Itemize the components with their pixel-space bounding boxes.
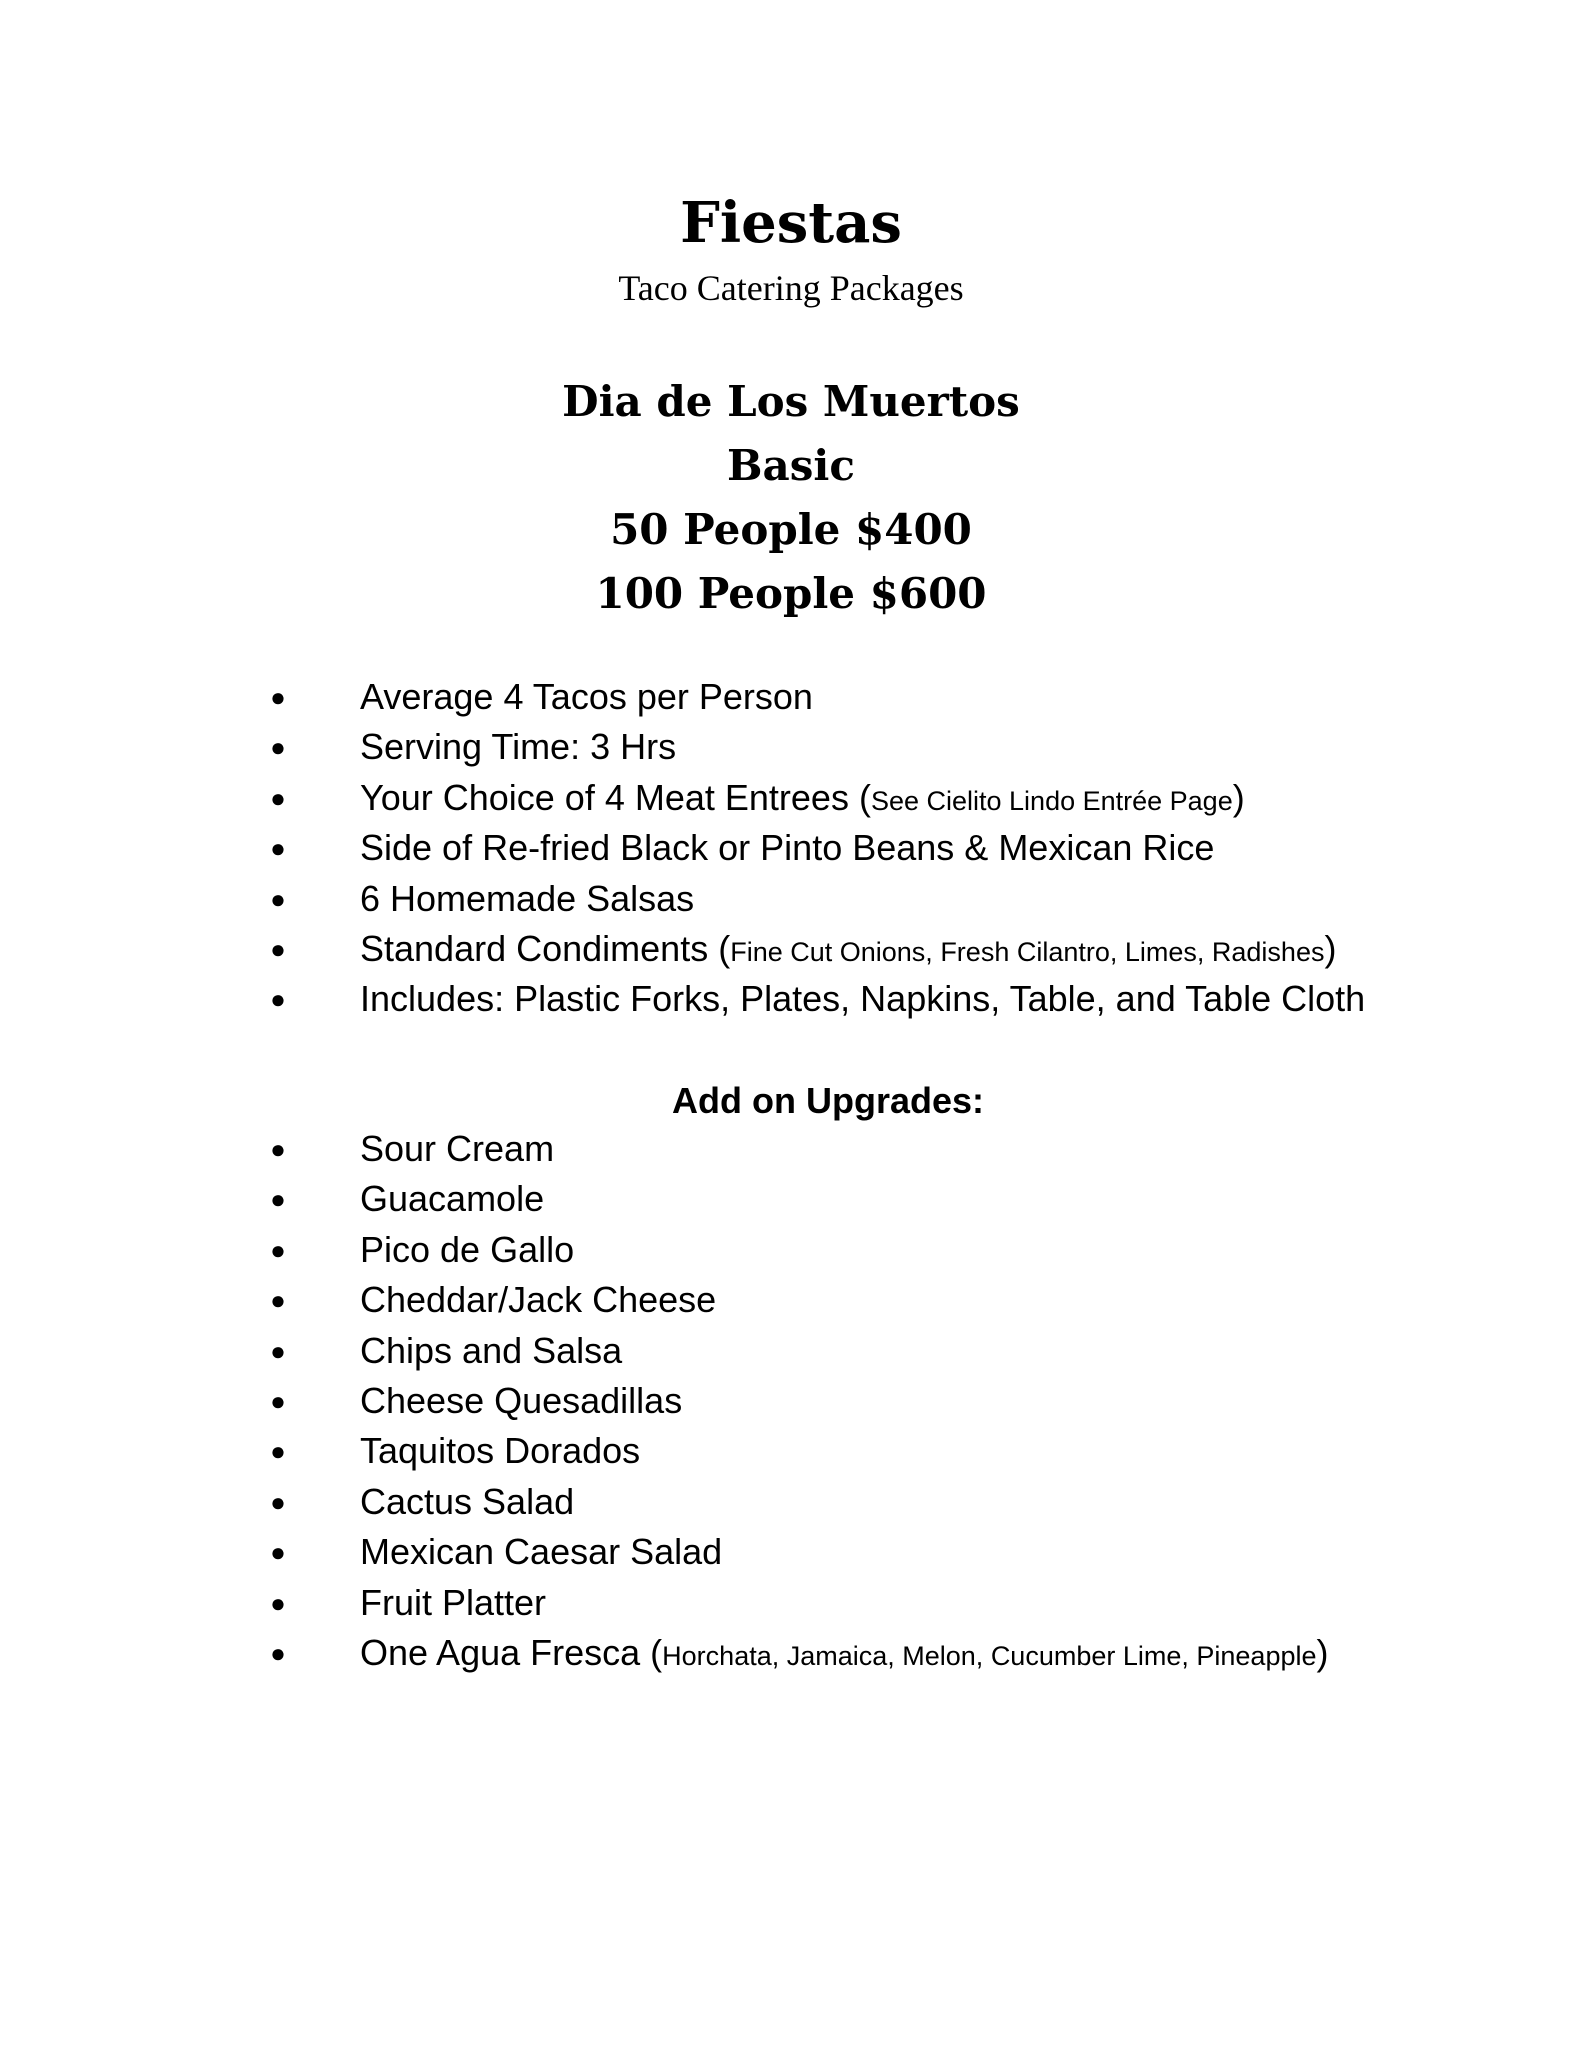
bullet-icon: ● <box>270 1134 286 1164</box>
bullet-icon: ● <box>270 1385 286 1416</box>
bullet-icon: ● <box>270 984 286 1015</box>
list-item <box>0 924 1365 974</box>
item-text: Fruit Platter <box>360 1581 547 1623</box>
list-item <box>0 1174 1329 1224</box>
page-title: Fiestas <box>680 190 902 256</box>
package-block <box>0 370 1582 626</box>
item-note: Fine Cut Onions, Fresh Cilantro, Limes, Radishes <box>730 936 1325 967</box>
item-text: Mexican Caesar Salad <box>360 1531 723 1573</box>
price-50-people: 50 People $400 <box>610 505 972 554</box>
item-text: Chips and Salsa <box>360 1329 623 1371</box>
list-item <box>0 1477 1329 1527</box>
list-item <box>0 773 1365 823</box>
bullet-icon: ● <box>270 1436 286 1467</box>
bullet-icon: ● <box>270 1486 286 1517</box>
item-paren-close: ) <box>1324 927 1337 969</box>
item-text: One Agua Fresca <box>360 1631 651 1673</box>
addons-heading: Add on Upgrades: <box>672 1080 984 1121</box>
item-paren-open: ( <box>650 1631 663 1673</box>
item-text: 6 Homemade Salsas <box>360 877 695 919</box>
list-item <box>0 1225 1329 1275</box>
bullet-icon: ● <box>270 1537 286 1568</box>
list-item <box>0 1275 1329 1325</box>
item-text: Taquitos Dorados <box>360 1430 641 1472</box>
bullet-icon: ● <box>270 1184 286 1215</box>
page-subtitle: Taco Catering Packages <box>618 268 964 308</box>
included-items-list <box>0 672 1365 1025</box>
item-note: See Cielito Lindo Entrée Page <box>870 785 1233 816</box>
item-text: Pico de Gallo <box>360 1228 575 1270</box>
item-text: Cheese Quesadillas <box>360 1379 683 1421</box>
bullet-icon: ● <box>270 883 286 914</box>
item-paren-open: ( <box>718 927 731 969</box>
bullet-icon: ● <box>270 1637 286 1668</box>
package-name: Dia de Los Muertos <box>562 377 1020 426</box>
item-text: Cactus Salad <box>360 1480 575 1522</box>
item-text: Guacamole <box>360 1178 545 1220</box>
list-item <box>0 823 1365 873</box>
item-text: Standard Condiments <box>360 927 719 969</box>
item-paren-close: ) <box>1232 776 1245 818</box>
item-text: Your Choice of 4 Meat Entrees <box>360 776 859 818</box>
item-paren-close: ) <box>1316 1631 1329 1673</box>
list-item <box>0 1124 1329 1174</box>
package-tier: Basic <box>727 441 855 490</box>
list-item <box>0 1426 1329 1476</box>
item-paren-open: ( <box>858 776 871 818</box>
item-text: Serving Time: 3 Hrs <box>360 726 677 768</box>
bullet-icon: ● <box>270 933 286 964</box>
bullet-icon: ● <box>270 1285 286 1316</box>
bullet-icon: ● <box>270 833 286 864</box>
list-item <box>0 1326 1329 1376</box>
list-item <box>0 874 1365 924</box>
item-text: Cheddar/Jack Cheese <box>360 1279 717 1321</box>
list-item <box>0 1527 1329 1577</box>
bullet-icon: ● <box>270 1587 286 1618</box>
bullet-icon: ● <box>270 782 286 813</box>
bullet-icon: ● <box>270 682 286 712</box>
item-text: Side of Re-fried Black or Pinto Beans & Mexican Rice <box>360 827 1215 869</box>
list-item <box>0 974 1365 1024</box>
price-100-people: 100 People $600 <box>595 569 987 618</box>
list-item <box>0 1376 1329 1426</box>
item-text: Includes: Plastic Forks, Plates, Napkins, Table, and Table Cloth <box>360 978 1366 1020</box>
list-item <box>0 672 1365 722</box>
bullet-icon: ● <box>270 1234 286 1265</box>
item-note: Horchata, Jamaica, Melon, Cucumber Lime, Pineapple <box>662 1640 1317 1671</box>
list-item <box>0 1578 1329 1628</box>
item-text: Sour Cream <box>360 1128 555 1169</box>
item-text: Average 4 Tacos per Person <box>360 676 813 717</box>
list-item <box>0 1628 1329 1678</box>
addons-list <box>0 1124 1329 1678</box>
list-item <box>0 722 1365 772</box>
bullet-icon: ● <box>270 732 286 763</box>
bullet-icon: ● <box>270 1335 286 1366</box>
